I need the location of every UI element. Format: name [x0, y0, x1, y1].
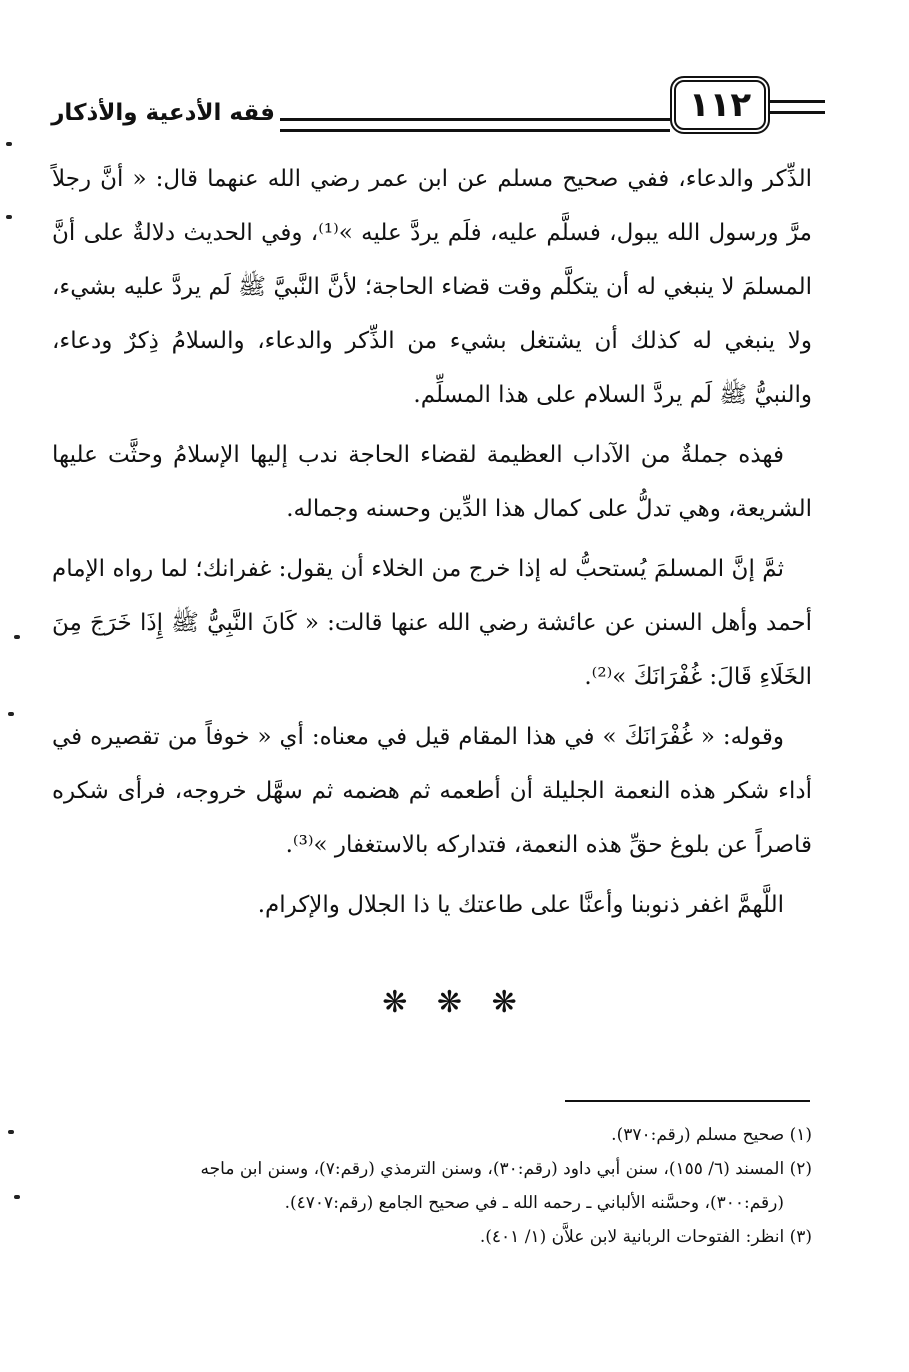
scan-mark — [6, 215, 12, 219]
scan-mark — [8, 712, 14, 716]
header-rule-right — [770, 100, 825, 114]
scan-mark — [14, 1195, 20, 1199]
page-number: ١١٢ — [670, 76, 770, 134]
footnotes — [60, 1118, 812, 1254]
paragraph-2: فهذه جملةٌ من الآداب العظيمة لقضاء الحاجة ندب إليها الإسلامُ وحثَّت عليها الشريعة، وهي تدلُّ على كمال هذا الدِّين وحسنه وجماله. — [52, 442, 812, 522]
scan-mark — [8, 1130, 14, 1134]
paragraph-4: وقوله: « غُفْرَانَكَ » في هذا المقام قيل في معناه: أي « خوفاً من تقصيره في أداء شكر هذه النعمة الجليلة أن أطعمه ثم هضمه ثم سهَّل خروجه، فرأى شكره قاصراً عن بلوغ حقِّ هذه النعمة، فتداركه بالاستغفار »⁽³⁾. — [52, 724, 812, 858]
book-title: فقه الأدعية والأذكار — [51, 100, 275, 126]
footnote-3: (٣) انظر: الفتوحات الربانية لابن علاَّن (١/ ٤٠١). — [479, 1227, 812, 1247]
scan-mark — [14, 635, 20, 639]
paragraph-1: الذِّكر والدعاء، ففي صحيح مسلم عن ابن عمر رضي الله عنهما قال: « أنَّ رجلاً مرَّ ورسول الله يبول، فسلَّم عليه، فلَم يردَّ عليه »⁽¹⁾، وفي الحديث دلالةٌ على أنَّ المسلمَ لا ينبغي له أن يتكلَّم وقت قضاء الحاجة؛ لأنَّ النَّبيَّ ﷺ لَم يردَّ عليه بشيء، ولا ينبغي له كذلك أن يشتغل بشيء من الذِّكر والدعاء، والسلامُ ذِكرٌ ودعاء، والنبيُّ ﷺ لَم يردَّ السلام على هذا المسلِّم. — [52, 166, 812, 408]
footnote-2: (٢) المسند (٦/ ١٥٥)، سنن أبي داود (رقم:٣٠)، وسنن الترمذي (رقم:٧)، وسنن ابن ماجه — [200, 1159, 812, 1179]
footnote-rule — [565, 1100, 810, 1102]
paragraph-3: ثمَّ إنَّ المسلمَ يُستحبُّ له إذا خرج من الخلاء أن يقول: غفرانك؛ لما رواه الإمام أحمد وأهل السنن عن عائشة رضي الله عنها قالت: « كَانَ النَّبِيُّ ﷺ إِذَا خَرَجَ مِنَ الخَلَاءِ قَالَ: غُفْرَانَكَ »⁽²⁾. — [52, 556, 812, 690]
page-header — [30, 70, 810, 150]
scan-mark — [6, 142, 12, 146]
body-text — [52, 152, 812, 938]
header-rule-left — [280, 118, 670, 132]
footnote-1: (١) صحيح مسلم (رقم:٣٧٠). — [611, 1125, 812, 1145]
paragraph-5: اللَّهمَّ اغفر ذنوبنا وأعنَّا على طاعتك يا ذا الجلال والإكرام. — [257, 892, 784, 918]
section-separator: ❋ ❋ ❋ — [382, 985, 527, 1020]
footnote-2-continued: (رقم:٣٠٠)، وحسَّنه الألباني ـ رحمه الله ـ في صحيح الجامع (رقم:٤٧٠٧). — [284, 1193, 784, 1213]
